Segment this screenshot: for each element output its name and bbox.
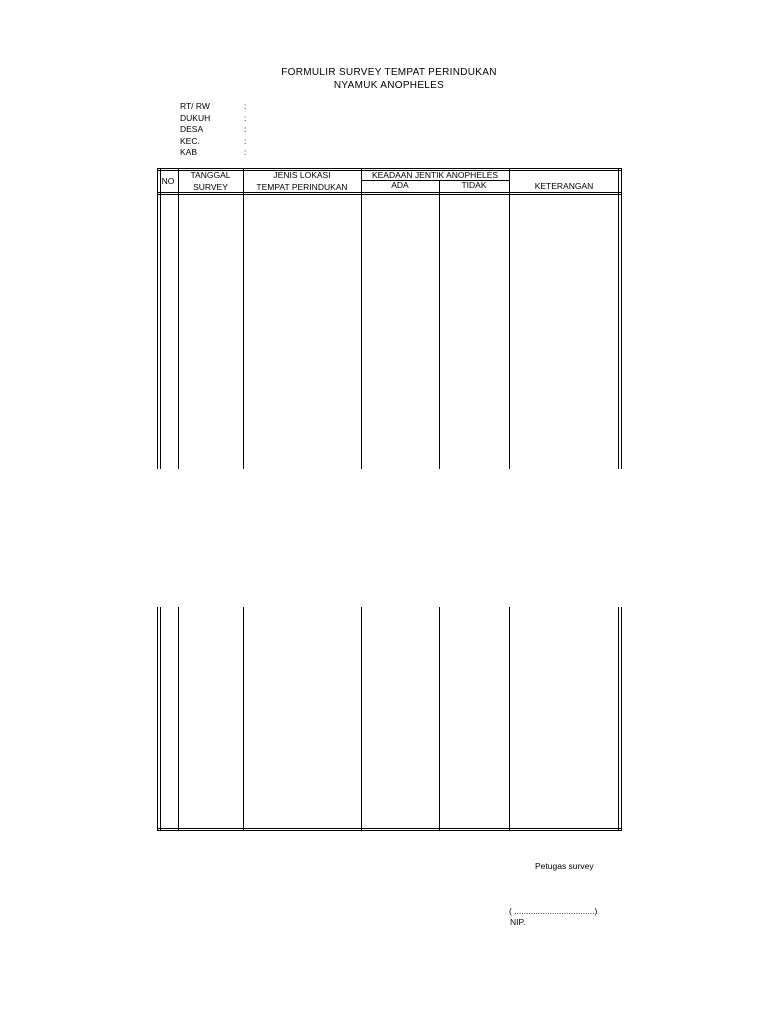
col-border-jenis xyxy=(361,607,362,831)
signature-role: Petugas survey xyxy=(535,861,594,871)
info-field-dukuh xyxy=(180,113,246,125)
header-tanggal-line-2: SURVEY xyxy=(193,182,228,192)
header-keadaan: KEADAAN JENTIK ANOPHELES xyxy=(371,170,499,180)
col-border-tidak xyxy=(509,168,510,469)
signature-name-placeholder: ( ..................................) xyxy=(509,906,598,916)
col-border-right-inner xyxy=(618,607,619,831)
info-colon: : xyxy=(244,112,247,123)
col-border-left-inner xyxy=(160,168,161,469)
info-label: KEC. xyxy=(180,135,200,146)
header-jenis-line-1: JENIS LOKASI xyxy=(273,170,331,180)
col-border-right-inner xyxy=(618,168,619,469)
info-label: RT/ RW xyxy=(180,101,210,111)
header-no: NO xyxy=(161,176,175,186)
table-bottom-border xyxy=(157,828,622,829)
header-tidak: TIDAK xyxy=(461,180,487,190)
col-border-tidak xyxy=(509,607,510,831)
info-label: DUKUH xyxy=(180,112,211,123)
header-ada: ADA xyxy=(391,180,409,190)
form-title-line-1: FORMULIR SURVEY TEMPAT PERINDUKAN xyxy=(281,67,497,78)
col-border-left-outer xyxy=(157,607,158,831)
table-top-border xyxy=(157,168,622,169)
info-colon: : xyxy=(244,147,247,157)
signature-nip-label: NIP. xyxy=(510,917,526,927)
info-field-desa xyxy=(180,124,246,136)
info-field-kab xyxy=(180,147,246,159)
col-border-right-outer xyxy=(621,607,622,831)
info-colon: : xyxy=(244,101,247,111)
form-title-line-2: NYAMUK ANOPHELES xyxy=(333,80,445,91)
col-border-no xyxy=(178,607,179,831)
col-border-tanggal xyxy=(243,168,244,469)
info-fields xyxy=(180,101,246,159)
header-keterangan: KETERANGAN xyxy=(534,181,594,191)
col-border-tanggal xyxy=(243,607,244,831)
col-border-left-inner xyxy=(160,607,161,831)
col-border-jenis xyxy=(361,168,362,469)
info-colon: : xyxy=(244,135,247,146)
info-field-kec xyxy=(180,136,246,148)
info-field-rt-rw xyxy=(180,101,246,113)
info-label: KAB xyxy=(180,147,198,157)
col-border-left-outer xyxy=(157,168,158,469)
table-bottom-border-inner xyxy=(157,830,622,831)
header-jenis-line-2: TEMPAT PERINDUKAN xyxy=(256,182,348,192)
col-border-right-outer xyxy=(621,168,622,469)
col-border-ada xyxy=(439,180,440,469)
col-border-ada xyxy=(439,607,440,831)
col-border-no xyxy=(178,168,179,469)
info-colon: : xyxy=(244,124,247,134)
header-tanggal-line-1: TANGGAL xyxy=(190,170,231,180)
info-label: DESA xyxy=(180,124,204,134)
header-bottom-line-inner xyxy=(157,194,622,195)
